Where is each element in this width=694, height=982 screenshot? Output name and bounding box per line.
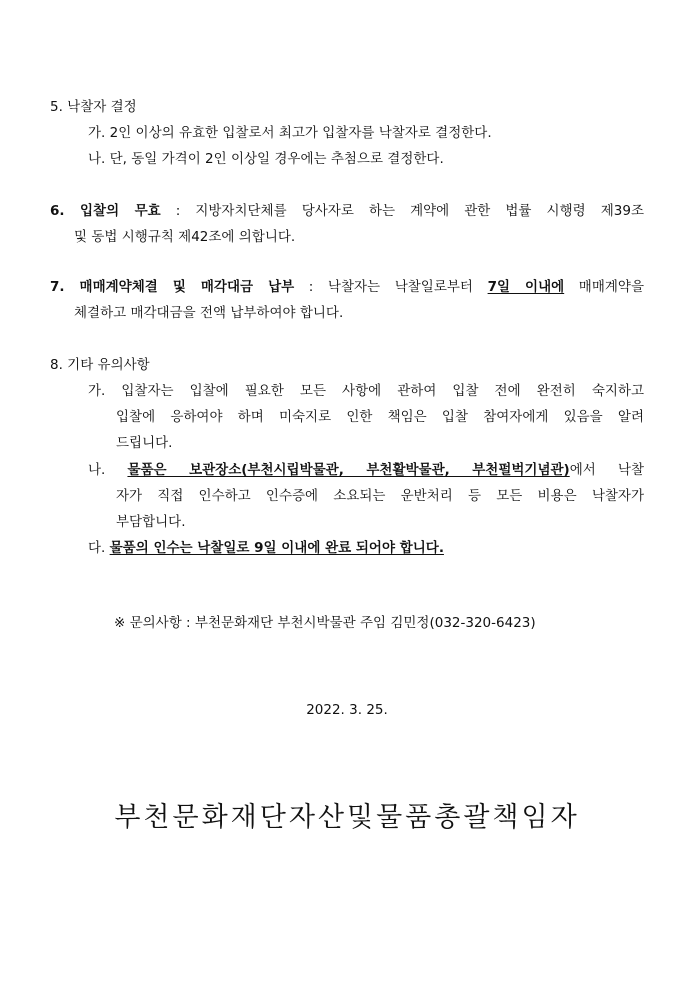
section-5-item-a: 가. 2인 이상의 유효한 입찰로서 최고가 입찰자를 낙찰자로 결정한다. bbox=[88, 125, 492, 141]
section-7-line-2: 체결하고 매각대금을 전액 납부하여야 합니다. bbox=[74, 305, 344, 321]
section-8-item-a-line-2: 입찰에 응하여야 하며 미숙지로 인한 책임은 입찰 참여자에게 있음을 알려 bbox=[116, 409, 644, 425]
section-8-item-b-prefix: 나. bbox=[88, 462, 128, 478]
document-date: 2022. 3. 25. bbox=[306, 702, 388, 718]
section-8-item-a-line-1: 가. 입찰자는 입찰에 필요한 모든 사항에 관하여 입찰 전에 완전히 숙지하고 bbox=[88, 383, 644, 399]
section-5-item-b: 나. 단, 동일 가격이 2인 이상일 경우에는 추첨으로 결정한다. bbox=[88, 151, 444, 167]
section-6-heading: 6. 입찰의 무효 bbox=[50, 203, 161, 219]
section-8-item-c bbox=[88, 539, 444, 557]
section-8-item-a-line-3: 드립니다. bbox=[116, 435, 173, 451]
section-7-line-1 bbox=[50, 278, 644, 296]
section-8-item-c-prefix: 다. bbox=[88, 540, 110, 556]
section-5-title: 5. 낙찰자 결정 bbox=[50, 99, 137, 115]
section-7-heading: 7. 매매계약체결 및 매각대금 납부 bbox=[50, 279, 295, 295]
section-6-line-1 bbox=[50, 202, 644, 220]
section-7-deadline: 7일 이내에 bbox=[487, 279, 565, 295]
section-8-item-b-line-1-end: 에서 낙찰 bbox=[569, 462, 644, 478]
section-8-item-b-line-2: 자가 직접 인수하고 인수증에 소요되는 운반처리 등 모든 비용은 낙찰자가 bbox=[116, 488, 644, 504]
section-7-line-1-mid: : 낙찰자는 낙찰일로부터 bbox=[294, 279, 488, 295]
section-7-line-1-end: 매매계약을 bbox=[564, 279, 645, 295]
section-8-title: 8. 기타 유의사항 bbox=[50, 357, 150, 373]
section-6-line-1-text: : 지방자치단체를 당사자로 하는 계약에 관한 법률 시행령 제39조 bbox=[160, 203, 644, 219]
issuer-name: 부천문화재단자산및물품총괄책임자 bbox=[114, 802, 580, 833]
section-8-item-b-storage: 물품은 보관장소(부천시립박물관, 부천활박물관, 부천펄벅기념관) bbox=[127, 462, 570, 478]
section-6-line-2: 및 동법 시행규칙 제42조에 의합니다. bbox=[74, 229, 296, 245]
section-8-item-c-text: 물품의 인수는 낙찰일로 9일 이내에 완료 되어야 합니다. bbox=[109, 540, 444, 556]
contact-note: ※ 문의사항 : 부천문화재단 부천시박물관 주임 김민정(032-320-6423) bbox=[114, 615, 536, 631]
section-8-item-b-line-1 bbox=[88, 461, 644, 479]
section-8-item-b-line-3: 부담합니다. bbox=[116, 514, 186, 530]
